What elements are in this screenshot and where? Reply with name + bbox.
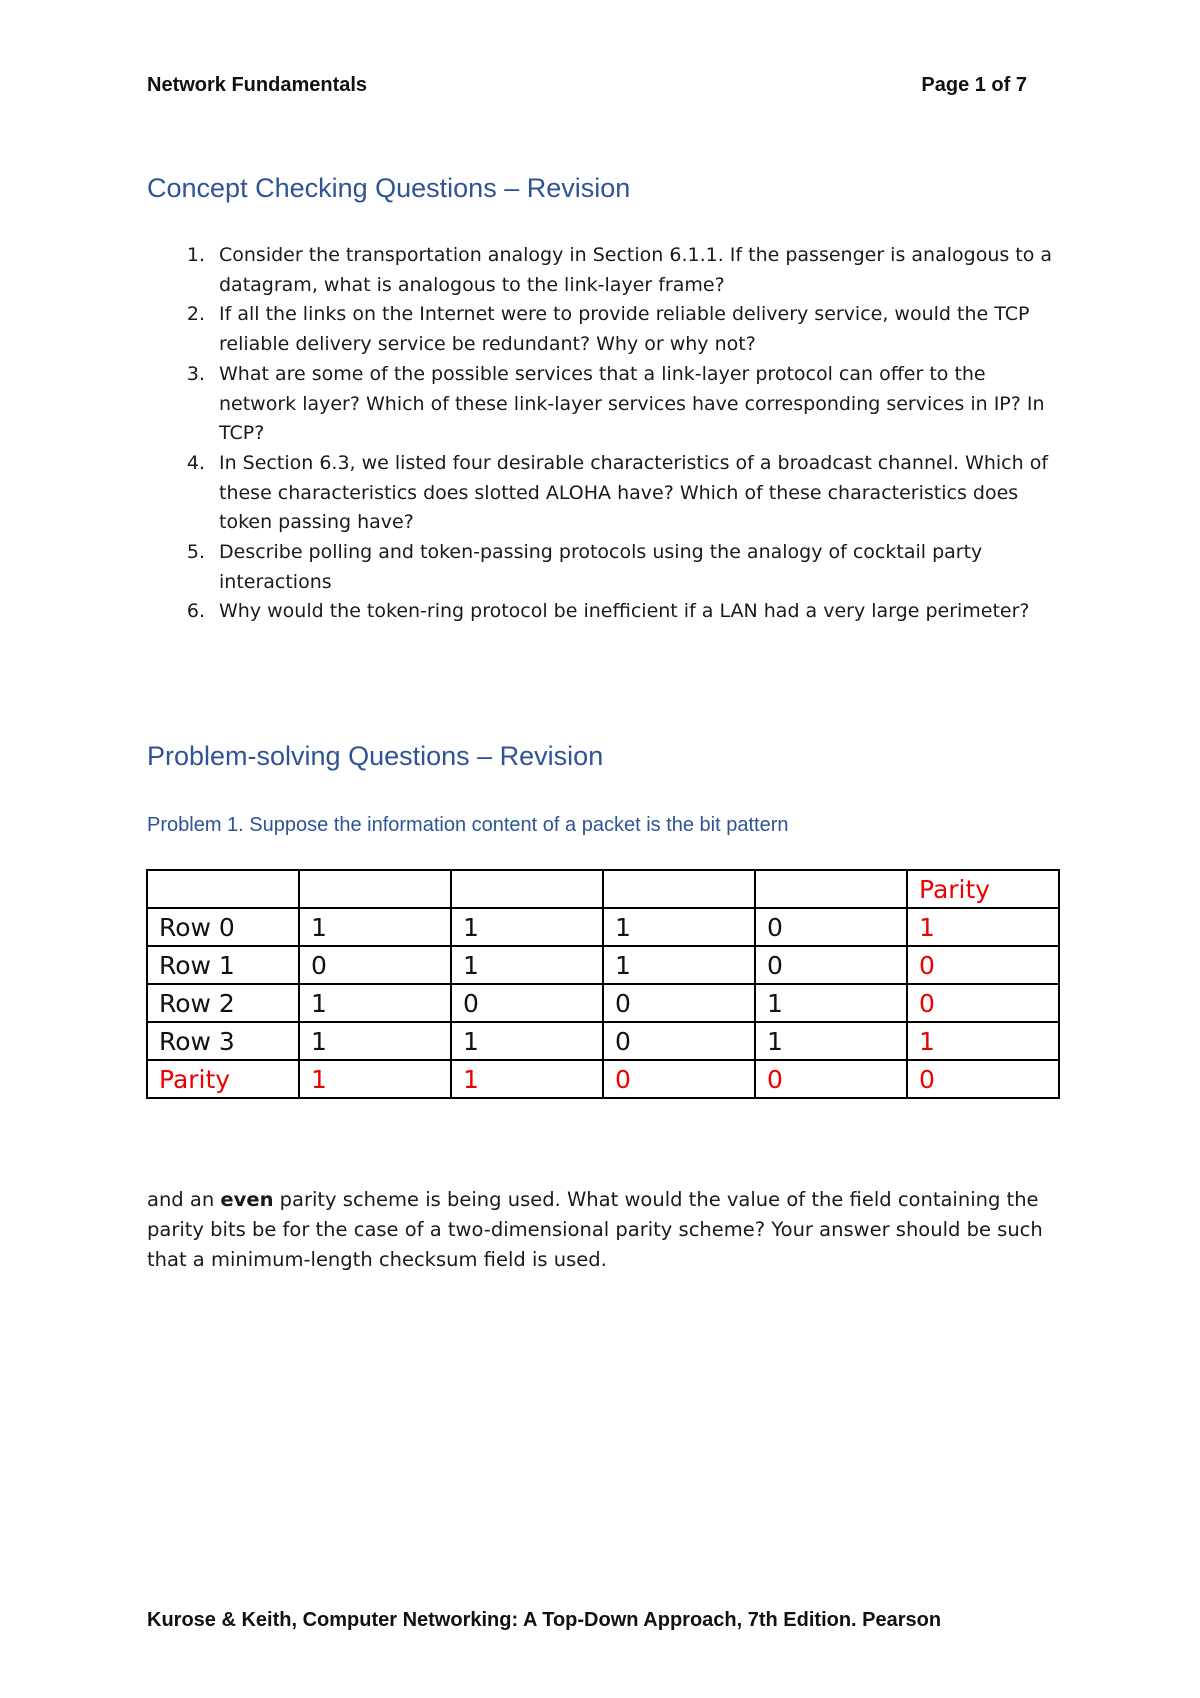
page-number: Page 1 of 7 [921,74,1027,96]
question-text: In Section 6.3, we listed four desirable characteristics of a broadcast channel. Which of these characteristics does slotted ALOHA have? Which of these characteristics does token passing have? [219,451,1049,534]
bit-cell: 1 [451,946,603,984]
question-number: 1. [186,244,205,266]
question-text: What are some of the possible services that a link-layer protocol can offer to the network layer? Which of these link-layer services have corresponding services in IP? In TCP? [219,362,1045,445]
list-item [147,538,1067,597]
bit-cell: 0 [755,908,907,946]
bit-cell: 0 [603,1022,755,1060]
bit-cell: 0 [451,984,603,1022]
parity-row [147,1060,1059,1098]
parity-bit-cell: 1 [299,1060,451,1098]
concept-section-heading: Concept Checking Questions – Revision [147,173,631,203]
page-header [147,74,1027,97]
question-text: Why would the token-ring protocol be inefficient if a LAN had a very large perimeter? [219,600,1030,623]
parity-row-label: Parity [147,1060,299,1098]
problem-1-text [147,1185,1067,1275]
bit-cell: 0 [603,984,755,1022]
desc-bold-word: even [220,1188,274,1211]
parity-bit-cell: 0 [755,1060,907,1098]
bit-cell: 1 [299,984,451,1022]
problem-1-description [147,1185,1067,1275]
parity-bit-cell: 1 [451,1060,603,1098]
concept-question-list [147,241,1067,627]
bit-cell: 0 [755,946,907,984]
desc-part-2: parity scheme is being used. What would the value of the field containing the parity bits be for the case of a two-dimensional parity scheme? Your answer should be such that a minimum-length checksum field is used. [147,1188,1043,1271]
table-row [147,984,1059,1022]
table-header-cell [299,870,451,908]
row-label: Row 3 [147,1022,299,1060]
list-item [147,241,1067,300]
problem-section-heading: Problem-solving Questions – Revision [147,741,604,771]
problem-1-intro: Problem 1. Suppose the information content of a packet is the bit pattern [147,814,789,836]
parity-table [146,869,1060,1099]
bit-cell: 1 [451,1022,603,1060]
question-number: 6. [186,600,205,623]
bit-cell: 1 [299,1022,451,1060]
table-row [147,1022,1059,1060]
desc-part-1: and an [147,1188,221,1211]
bit-cell: 1 [603,946,755,984]
row-label: Row 2 [147,984,299,1022]
parity-bit-cell: 0 [907,1060,1059,1098]
row-label: Row 0 [147,908,299,946]
parity-column-header: Parity [907,870,1059,908]
parity-bit-cell: 0 [603,1060,755,1098]
bit-cell: 1 [755,984,907,1022]
question-text: Consider the transportation analogy in Section 6.1.1. If the passenger is analogous to a datagram, what is analogous to the link-layer frame? [219,244,1053,296]
bit-cell: 1 [755,1022,907,1060]
question-number: 5. [186,541,205,564]
list-item [147,449,1067,538]
table-row [147,946,1059,984]
parity-bit-cell: 0 [907,984,1059,1022]
table-header-cell [147,870,299,908]
bit-cell: 1 [299,908,451,946]
question-number: 3. [186,362,205,385]
table-row [147,908,1059,946]
list-item [147,597,1067,627]
page-footer: Kurose & Keith, Computer Networking: A Top-Down Approach, 7th Edition. Pearson [147,1609,942,1631]
bit-cell: 0 [299,946,451,984]
list-item [147,360,1067,449]
question-number: 4. [186,451,205,474]
question-number: 2. [186,303,205,326]
question-text: If all the links on the Internet were to provide reliable delivery service, would the TCP reliable delivery service be redundant? Why or why not? [219,303,1030,356]
parity-bit-cell: 1 [907,1022,1059,1060]
table-header-cell [755,870,907,908]
row-label: Row 1 [147,946,299,984]
parity-bit-cell: 0 [907,946,1059,984]
bit-cell: 1 [603,908,755,946]
list-item [147,300,1067,359]
header-title: Network Fundamentals [147,74,368,96]
question-text: Describe polling and token-passing protocols using the analogy of cocktail party interactions [219,541,983,593]
table-header-cell [603,870,755,908]
parity-bit-cell: 1 [907,908,1059,946]
table-header-row [147,870,1059,908]
bit-cell: 1 [451,908,603,946]
table-header-cell [451,870,603,908]
